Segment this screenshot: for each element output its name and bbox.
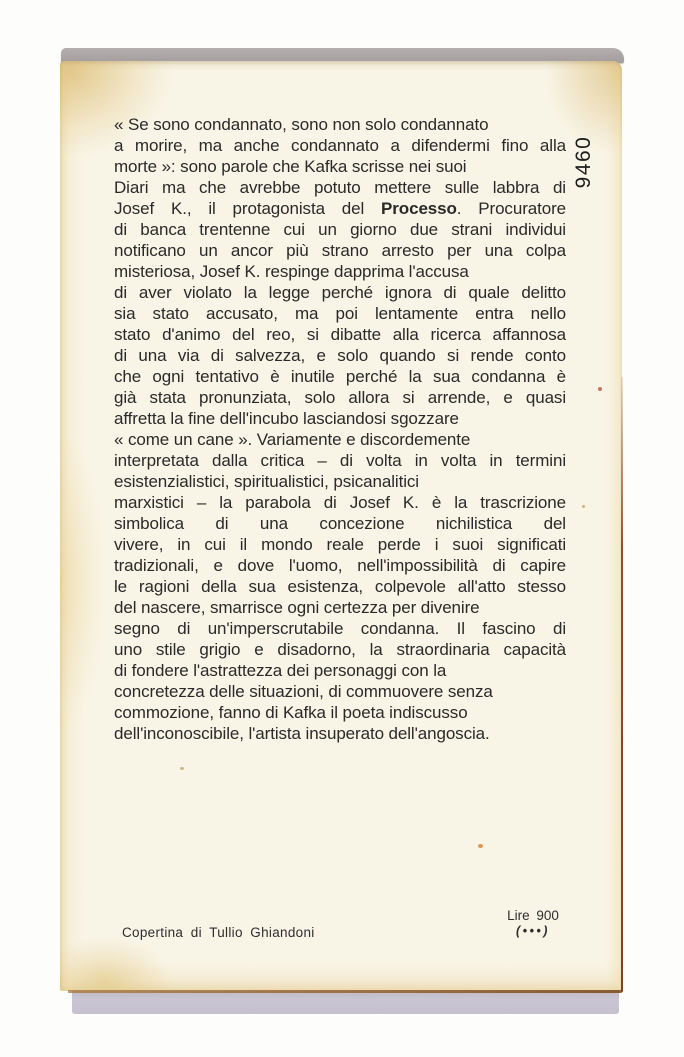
- blurb-line: notificano un ancor più strano arresto per una colpa: [114, 241, 566, 260]
- blurb-line: del nascere, smarrisce ogni certezza per divenire: [114, 598, 480, 617]
- cover-paper: [60, 61, 622, 991]
- price-label: Lire 900: [507, 908, 559, 923]
- stain-speck: [582, 505, 585, 508]
- blurb-line: « come un cane ». Variamente e discordemente: [114, 430, 471, 449]
- blurb-line: commozione, fanno di Kafka il poeta indiscusso: [114, 703, 468, 722]
- stain-speck: [180, 767, 184, 770]
- blurb-line: affretta la fine dell'incubo lasciandosi sgozzare: [114, 409, 459, 428]
- blurb-line: morte »: sono parole che Kafka scrisse nei suoi: [114, 157, 467, 176]
- blurb-line: misteriosa, Josef K. respinge dapprima l'accusa: [114, 262, 469, 281]
- blurb-line: simbolica di una concezione nichilistica del: [114, 514, 566, 533]
- blurb-line: dell'inconoscibile, l'artista insuperato dell'angoscia.: [114, 724, 490, 743]
- book-bottom-page-edge: [72, 990, 619, 1014]
- blurb-line: uno stile grigio e disadorno, la straordinaria capacità: [114, 640, 566, 659]
- blurb-line: Diari ma che avrebbe potuto mettere sulle labbra di: [114, 178, 566, 197]
- blurb-line: di aver violato la legge perché ignora di quale delitto: [114, 283, 566, 302]
- blurb-line: interpretata dalla critica – di volta in volta in termini: [114, 451, 566, 470]
- blurb-line: di banca trentenne cui un giorno due strani individui: [114, 220, 566, 239]
- book-back-cover: [60, 48, 624, 1014]
- blurb-line: vivere, in cui il mondo reale perde i suoi significati: [114, 535, 566, 554]
- catalog-number: 9460: [572, 135, 595, 189]
- blurb-line: che ogni tentativo è inutile perché la sua condanna è: [114, 367, 566, 386]
- blurb-line: esistenzialistici, spiritualistici, psicanalitici: [114, 472, 419, 491]
- blurb-line: segno di un'imperscrutabile condanna. Il fascino di: [114, 619, 566, 638]
- blurb-line: stato d'animo del reo, si dibatte alla ricerca affannosa: [114, 325, 566, 344]
- blurb-line: sia stato accusato, ma poi lentamente entra nello: [114, 304, 566, 323]
- blurb-line: Josef K., il protagonista del Processo. Procuratore: [114, 199, 566, 218]
- blurb-text: [114, 114, 566, 744]
- blurb-line: di fondere l'astrattezza dei personaggi con la: [114, 661, 447, 680]
- price-dots: (•••): [516, 924, 550, 938]
- blurb-line: « Se sono condannato, sono non solo condannato: [114, 115, 489, 134]
- stain-speck: [478, 844, 483, 848]
- blurb-line: a morire, ma anche condannato a difendermi fino alla: [114, 136, 566, 155]
- blurb-line: già stata pronunziata, solo allora si arrende, e quasi: [114, 388, 566, 407]
- stain-speck: [598, 387, 602, 391]
- blurb-line: marxistici – la parabola di Josef K. è la trascrizione: [114, 493, 566, 512]
- blurb-line: le ragioni della sua esistenza, colpevole all'atto stesso: [114, 577, 566, 596]
- cover-credit: Copertina di Tullio Ghiandoni: [122, 925, 315, 940]
- blurb-line: concretezza delle situazioni, di commuovere senza: [114, 682, 493, 701]
- blurb-line: di una via di salvezza, e solo quando si rende conto: [114, 346, 566, 365]
- blurb-line: tradizionali, e dove l'uomo, nell'impossibilità di capire: [114, 556, 566, 575]
- price-block: [497, 908, 569, 938]
